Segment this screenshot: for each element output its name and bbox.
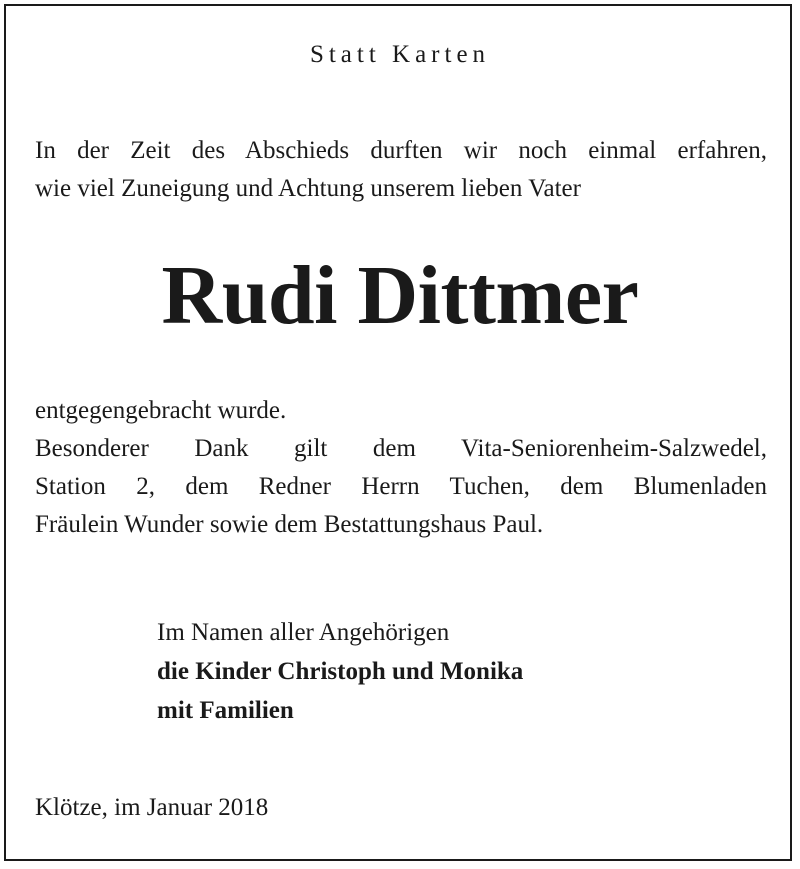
place-date: Klötze, im Januar 2018 (35, 794, 269, 821)
notice-header: Statt Karten (309, 41, 491, 68)
thanks-line: Station 2, dem Redner Herrn Tuchen, dem Blumenladen (35, 473, 767, 500)
deceased-name: Rudi Dittmer (161, 249, 639, 342)
intro-paragraph (35, 132, 767, 208)
thanks-paragraph (35, 392, 767, 544)
signature-intro: Im Namen aller Angehörigen (157, 619, 450, 646)
thanks-line: Besonderer Dank gilt dem Vita-Seniorenheim-Salzwedel, (35, 435, 767, 462)
signature-block (157, 613, 757, 730)
thanks-line: Fräulein Wunder sowie dem Bestattungshaus Paul. (35, 511, 544, 538)
signature-names: die Kinder Christoph und Monika (157, 658, 524, 685)
intro-line: wie viel Zuneigung und Achtung unserem lieben Vater (35, 175, 581, 202)
thanks-line: entgegengebracht wurde. (35, 397, 287, 424)
signature-families: mit Familien (157, 697, 294, 724)
intro-line: In der Zeit des Abschieds durften wir noch einmal erfahren, (35, 137, 767, 164)
